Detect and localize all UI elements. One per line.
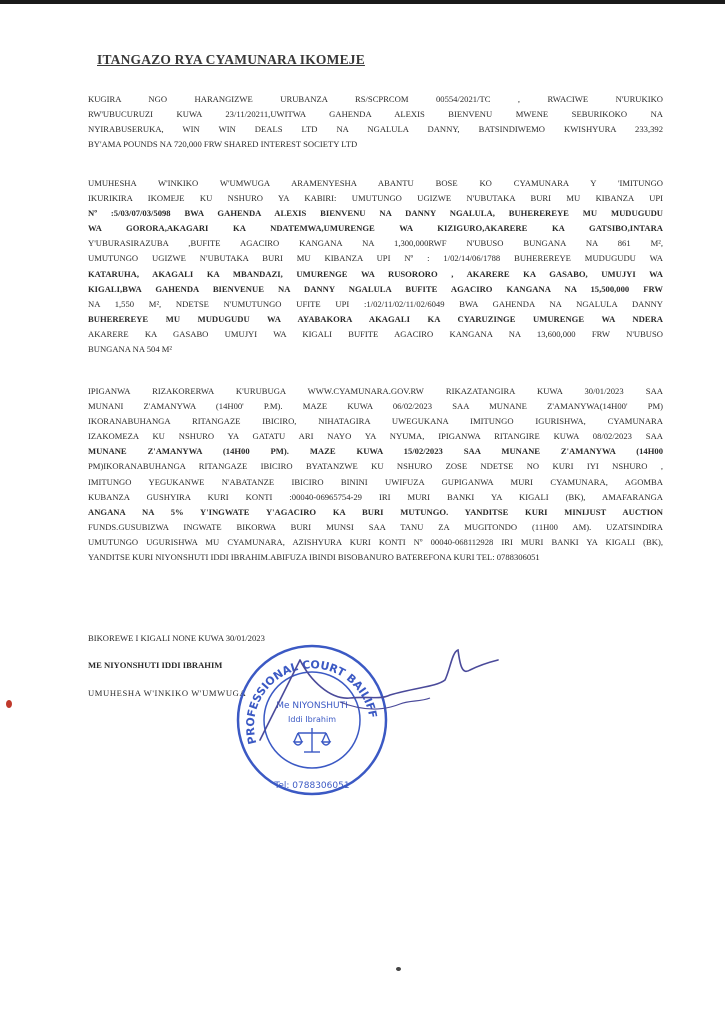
paragraph-properties: [88, 176, 663, 357]
red-mark: [6, 700, 12, 708]
text-line: ANGANA NA 5% Y'INGWATE Y'AGACIRO KA BURI MUTUNGO. YANDITSE KURI MINIJUST AUCTION: [88, 506, 663, 517]
text-line: MUNANI Z'AMANYWA (14H00' P.M). MAZE KUWA 06/02/2023 SAA MUNANE Z'AMANYWA(14H00' PM): [88, 401, 663, 412]
text-line: KIGALI,BWA GAHENDA BIENVENUE NA DANNY NGALULA BUFITE AGACIRO KANGANA NA 15,500,000 FRW: [88, 283, 663, 294]
text-line: IMITUNGO YEGUKANWE N'ABATANZE IBICIRO BININI UWIFUZA GUPIGANWA MURI CYAMUNARA, AGOMBA: [88, 476, 663, 487]
scan-dot: [396, 967, 401, 971]
paragraph-auction-schedule: [88, 384, 663, 565]
text-line: BUNGANA NA 504 M²: [88, 344, 172, 355]
text-line: AKARERE KA GASABO UMUJYI WA KIGALI BUFITE AGACIRO KANGANA NA 13,600,000 FRW N'UBUSO: [88, 328, 663, 339]
text-line: IKORANABUHANGA RITANGAZE IBICIRO, NIHATAGIRA UWEGUKANA IMITUNGO IGURISHWA, CYAMUNARA: [88, 416, 663, 427]
announcement-title: ITANGAZO RYA CYAMUNARA IKOMEJE: [97, 52, 365, 67]
text-line: BY'AMA POUNDS NA 720,000 FRW SHARED INTEREST SOCIETY LTD: [88, 139, 358, 150]
signatory-name: ME NIYONSHUTI IDDI IBRAHIM: [88, 660, 223, 670]
text-line: KUGIRA NGO HARANGIZWE URUBANZA RS/SCPRCOM 00554/2021/TC , RWACIWE N'URUKIKO: [88, 94, 663, 104]
text-line: NA 1,550 M², NDETSE N'UMUTUNGO UFITE UPI :1/02/11/02/11/02/6049 BWA GAHENDA NA NGALULA DANNY: [88, 298, 663, 309]
text-line: IKURIKIRA IKOMEJE KU NSHURO YA KABIRI: UMUTUNGO UGIZWE N'UBUTAKA BURI MU KIBANZA UPI: [88, 193, 663, 204]
stamp-phone: Tel: 0788306051: [274, 781, 350, 791]
text-line: UMUTUNGO UGIZWE N'UBUTAKA BURI MU KIBANZA UPI Nº : 1/02/14/06/1788 BUHEREREYE MUDUGUDU WA: [88, 253, 663, 264]
text-line: IPIGANWA RIZAKORERWA K'URUBUGA WWW.CYAMUNARA.GOV.RW RIKAZATANGIRA KUWA 30/01/2023 SAA: [88, 386, 663, 396]
text-line: YANDITSE KURI NIYONSHUTI IDDI IBRAHIM.ABIFUZA IBINDI BISOBANURO BATEREFONA KURI TEL: 0788306051: [88, 552, 540, 563]
text-line: NYIRABUSERUKA, WIN WIN DEALS LTD NA NGALULA DANNY, BATSINDIWEMO KWISHYURA 233,392: [88, 124, 663, 135]
text-line: WA GORORA,AKAGARI KA NDATEMWA,UMURENGE WA KIZIGURO,AKARERE KA GATSIBO,INTARA: [88, 223, 663, 234]
text-line: Y'UBURASIRAZUBA ,BUFITE AGACIRO KANGANA NA 1,300,000RWF N'UBUSO BUNGANA NA 861 M²,: [88, 238, 663, 249]
text-line: UMUHESHA W'INKIKO W'UMWUGA ARAMENYESHA ABANTU BOSE KO CYAMUNARA Y 'IMITUNGO: [88, 178, 663, 188]
stamp-inner-name: Me NIYONSHUTI: [276, 701, 348, 711]
handwritten-signature: [240, 640, 500, 750]
text-line: KATARUHA, AKAGALI KA MBANDAZI, UMURENGE WA RUSORORO , AKARERE KA GASABO, UMUJYI WA: [88, 268, 663, 279]
signatory-title: UMUHESHA W'INKIKO W'UMWUGA: [88, 688, 247, 698]
text-line: RW'UBUCURUZI KUWA 23/11/20211,UWITWA GAHENDA ALEXIS BIENVENU MWENE SEBURIKOKO NA: [88, 109, 663, 120]
text-line: UMUTUNGO UGURISHWA MU CYAMUNARA, AZISHYURA KURI KONTI Nº 00040-068112928 IRI MURI BANKI YA KIGALI (BK),: [88, 536, 663, 547]
paragraph-case-reference: [88, 92, 663, 152]
stamp-inner-sub: Iddi Ibrahim: [288, 715, 336, 724]
date-line: BIKOREWE I KIGALI NONE KUWA 30/01/2023: [88, 633, 265, 643]
stamp-ring-text: PROFESSIONAL COURT BAILIFF: [243, 658, 380, 746]
text-line: IZAKOMEZA KU NSHURO YA GATATU ARI NAYO YA NYUMA, IPIGANWA RITANGIRE KUWA 08/02/2023 SAA: [88, 431, 663, 442]
text-line: Nº :5/03/07/03/5098 BWA GAHENDA ALEXIS BIENVENU NA DANNY NGALULA, BUHEREREYE MU MUDUGUDU: [88, 208, 663, 219]
scan-top-edge: [0, 0, 725, 4]
text-line: PM)IKORANABUHANGA RITANGAZE IBICIRO BYATANZWE KU NSHURO ZOSE NDETSE NO KURI IYI NSHURO ,: [88, 461, 663, 472]
text-line: MUNANE Z'AMANYWA (14H00 PM). MAZE KUWA 15/02/2023 SAA MUNANE Z'AMANYWA (14H00: [88, 446, 663, 457]
text-line: KUBANZA GUSHYIRA KURI KONTI :00040-06965754-29 IRI MURI BANKI YA KIGALI (BK), AMAFARANGA: [88, 491, 663, 502]
text-line: BUHEREREYE MU MUDUGUDU WA AYABAKORA AKAGALI KA CYARUZINGE UMURENGE WA NDERA: [88, 313, 663, 324]
text-line: FUNDS.GUSUBIZWA INGWATE BIKORWA BURI MUNSI SAA TANU ZA MUGITONDO (11H00 AM). UZATSINDIRA: [88, 521, 663, 532]
